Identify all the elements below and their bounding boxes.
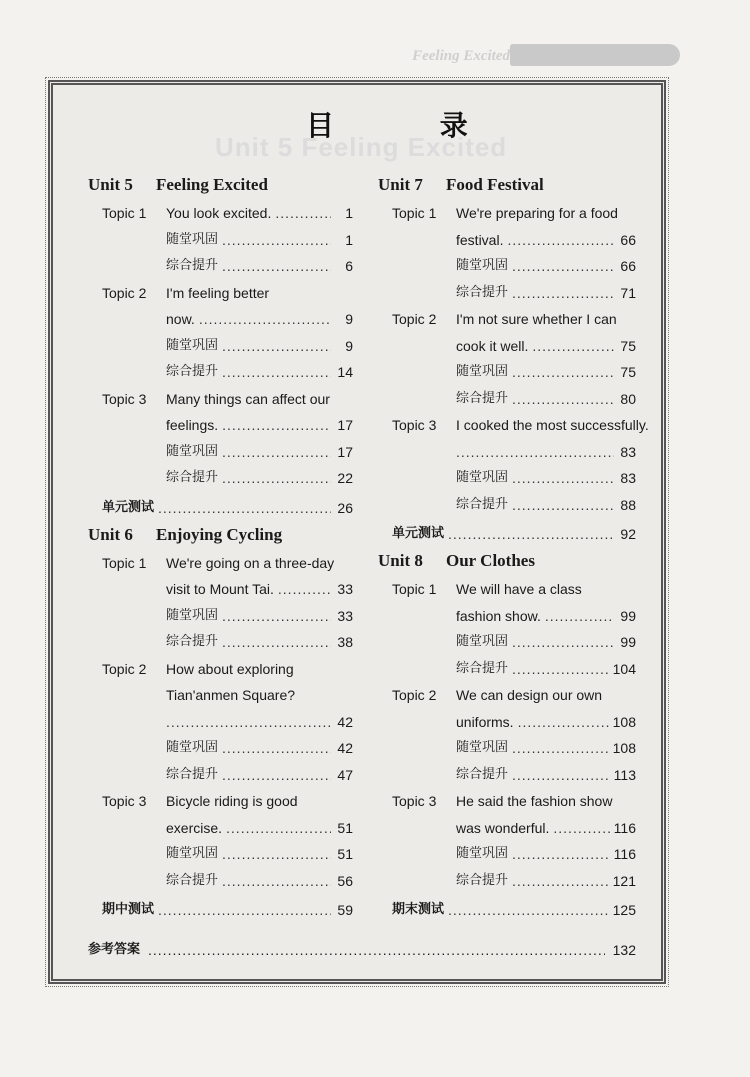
- page-number: 42: [337, 713, 353, 730]
- page-number: 121: [612, 872, 636, 889]
- leader-dots: [158, 494, 331, 522]
- page-number: 113: [613, 766, 636, 783]
- page-number: 125: [612, 902, 636, 918]
- subentry-title: 随堂巩固: [166, 740, 219, 755]
- toc-entry-continued[interactable]: [378, 227, 636, 254]
- leader-dots: [545, 603, 614, 630]
- topic-label: Topic 3: [102, 793, 147, 809]
- topic-title: Tian'anmen Square?: [166, 687, 296, 703]
- page-number: 51: [337, 846, 353, 862]
- page-number: 9: [345, 337, 353, 354]
- subentry-title: 综合提升: [166, 872, 219, 888]
- topic-title: visit to Mount Tai.: [166, 581, 274, 597]
- unit-name: Enjoying Cycling: [156, 524, 283, 544]
- page-number: 83: [620, 470, 636, 486]
- subentry-title: 随堂巩固: [166, 337, 219, 353]
- topic-title: was wonderful.: [456, 819, 550, 836]
- page-number: 17: [337, 443, 353, 460]
- page-title: 目 录: [306, 109, 516, 142]
- toc-entry-continued[interactable]: [378, 815, 636, 842]
- toc-entry-continued[interactable]: [378, 709, 636, 736]
- subentry-title: 综合提升: [166, 258, 219, 273]
- test-title: 期中测试: [102, 902, 155, 917]
- page-number: 132: [612, 942, 636, 958]
- unit-heading-6: [88, 522, 353, 548]
- topic-label: Topic 2: [392, 311, 437, 327]
- leader-dots: [512, 735, 609, 762]
- topic-title: We can design our own: [456, 687, 603, 703]
- test-title: 期末测试: [392, 902, 445, 917]
- toc-entry-continued[interactable]: [88, 576, 353, 603]
- topic-title: cook it well.: [456, 337, 529, 354]
- toc-entry[interactable]: [378, 412, 649, 439]
- topic-title: He said the fashion show: [456, 793, 613, 809]
- toc-entry[interactable]: [378, 200, 636, 227]
- toc-test-entry[interactable]: [378, 520, 636, 548]
- toc-entry-continued[interactable]: [378, 439, 636, 466]
- toc-entry-continued[interactable]: [378, 333, 636, 360]
- toc-subentry[interactable]: [88, 359, 353, 386]
- leader-dots: [222, 841, 331, 868]
- page-number: 99: [620, 634, 636, 650]
- topic-title: uniforms.: [456, 713, 514, 730]
- toc-entry[interactable]: [378, 576, 636, 603]
- subentry-title: 综合提升: [456, 496, 509, 512]
- leader-dots: [226, 815, 331, 842]
- unit-heading-8: [378, 548, 636, 574]
- page-number: 108: [612, 740, 636, 756]
- page-number: 6: [345, 258, 353, 274]
- toc-entry-continued[interactable]: [88, 682, 353, 709]
- page-number: 71: [620, 284, 636, 301]
- unit-number: Unit 6: [88, 524, 133, 544]
- test-title: 单元测试: [102, 499, 155, 515]
- leader-dots: [222, 762, 331, 789]
- leader-dots: [222, 333, 331, 360]
- leader-dots: [222, 359, 331, 386]
- page-number: 47: [337, 766, 353, 783]
- toc-entry-continued[interactable]: [88, 306, 353, 333]
- leader-dots: [222, 629, 331, 656]
- unit-name: Feeling Excited: [156, 175, 268, 194]
- subentry-title: 综合提升: [456, 660, 509, 676]
- page-number: 26: [337, 499, 353, 516]
- topic-label: Topic 3: [392, 417, 437, 433]
- page-number: 88: [620, 496, 636, 513]
- page-number: 75: [620, 337, 636, 354]
- toc-subentry[interactable]: [88, 227, 353, 254]
- page-number: 1: [345, 231, 353, 248]
- page-number: 59: [337, 902, 353, 918]
- page-number: 17: [337, 417, 353, 433]
- toc-entry[interactable]: [88, 280, 353, 307]
- toc-subentry[interactable]: [378, 762, 636, 789]
- leader-dots: [222, 603, 331, 630]
- toc-test-entry[interactable]: [88, 494, 353, 522]
- toc-entry-continued[interactable]: [88, 815, 353, 842]
- toc-entry-continued[interactable]: [88, 709, 353, 736]
- leader-dots: [275, 200, 331, 227]
- topic-title: We're going on a three-day: [166, 554, 335, 571]
- leader-dots: [448, 896, 609, 924]
- page-number: 51: [337, 819, 353, 836]
- topic-title: festival.: [456, 231, 504, 248]
- leader-dots: [222, 868, 331, 895]
- toc-test-entry[interactable]: [88, 896, 353, 924]
- leader-dots: [532, 333, 614, 360]
- unit-number: Unit 7: [378, 175, 423, 194]
- toc-subentry[interactable]: [88, 629, 353, 656]
- page-number: 1: [345, 205, 353, 221]
- unit-heading-7: [378, 172, 636, 198]
- leader-dots: [166, 709, 331, 736]
- toc-left-column: [88, 172, 353, 924]
- subentry-title: 随堂巩固: [166, 231, 219, 247]
- page-number: 99: [620, 607, 636, 624]
- toc-test-entry[interactable]: [378, 896, 636, 924]
- page-number: 80: [620, 390, 636, 407]
- toc-entry[interactable]: [88, 386, 353, 413]
- topic-label: Topic 1: [102, 554, 147, 571]
- topic-label: Topic 2: [392, 687, 437, 703]
- toc-subentry[interactable]: [88, 841, 353, 868]
- leader-dots: [512, 253, 614, 280]
- toc-entry[interactable]: [88, 788, 353, 815]
- topic-title: How about exploring: [166, 660, 294, 677]
- page-number: 83: [620, 443, 636, 460]
- leader-dots: [553, 815, 609, 842]
- leader-dots: [512, 359, 614, 386]
- leader-dots: [512, 492, 614, 519]
- leader-dots: [512, 841, 610, 868]
- page-number: 75: [620, 364, 636, 380]
- unit-heading-5: [88, 172, 353, 198]
- toc-subentry[interactable]: [378, 492, 636, 519]
- toc-subentry[interactable]: [378, 735, 636, 762]
- toc-subentry[interactable]: [378, 386, 636, 413]
- subentry-title: 综合提升: [166, 364, 219, 379]
- page-number: 38: [337, 634, 353, 650]
- toc-subentry[interactable]: [88, 762, 353, 789]
- topic-label: Topic 1: [102, 205, 147, 221]
- test-title: 单元测试: [392, 526, 445, 541]
- toc-entry[interactable]: [378, 788, 636, 815]
- page-number: 9: [345, 311, 353, 327]
- toc-subentry[interactable]: [378, 841, 636, 868]
- subentry-title: 随堂巩固: [456, 470, 509, 485]
- toc-entry[interactable]: [88, 200, 353, 227]
- page-number: 104: [612, 660, 636, 677]
- subentry-title: 综合提升: [166, 470, 219, 485]
- toc-entry-continued[interactable]: [88, 412, 353, 439]
- page-number: 66: [620, 231, 636, 248]
- topic-label: Topic 1: [392, 581, 437, 597]
- answers-title: 参考答案: [88, 942, 141, 957]
- topic-title: We're preparing for a food: [456, 205, 618, 221]
- toc-entry-continued[interactable]: [378, 603, 636, 630]
- subentry-title: 随堂巩固: [166, 846, 219, 861]
- page-number: 56: [337, 872, 353, 889]
- toc-entry[interactable]: [378, 682, 636, 709]
- leader-dots: [222, 439, 331, 466]
- topic-title: feelings.: [166, 417, 219, 433]
- toc-subentry[interactable]: [378, 280, 636, 307]
- leader-dots: [456, 439, 614, 466]
- topic-title: I'm not sure whether I can: [456, 311, 617, 327]
- leader-dots: [512, 629, 614, 656]
- subentry-title: 随堂巩固: [166, 607, 219, 623]
- toc-subentry[interactable]: [88, 735, 353, 762]
- ghost-title: Unit 5 Feeling Excited: [215, 132, 508, 162]
- subentry-title: 随堂巩固: [166, 443, 219, 459]
- leader-dots: [222, 253, 331, 280]
- subentry-title: 随堂巩固: [456, 258, 509, 273]
- page-number: 42: [337, 740, 353, 756]
- leader-dots: [507, 227, 614, 254]
- toc-subentry[interactable]: [88, 465, 353, 492]
- subentry-title: 综合提升: [456, 284, 509, 300]
- toc-subentry[interactable]: [378, 465, 636, 492]
- subentry-title: 综合提升: [456, 766, 509, 782]
- leader-dots: [512, 280, 614, 307]
- unit-name: Food Festival: [446, 175, 544, 194]
- topic-title: We will have a class: [456, 581, 582, 597]
- toc-subentry[interactable]: [378, 656, 636, 683]
- page-number: 92: [620, 526, 636, 542]
- page-number: 108: [612, 713, 636, 730]
- leader-dots: [518, 709, 609, 736]
- toc-subentry[interactable]: [88, 253, 353, 280]
- toc-answers-entry[interactable]: [88, 937, 636, 963]
- page-number: 22: [337, 470, 353, 486]
- toc-subentry[interactable]: [378, 359, 636, 386]
- leader-dots: [222, 735, 331, 762]
- topic-title: You look excited.: [166, 205, 272, 221]
- topic-title: now.: [166, 311, 195, 327]
- subentry-title: 综合提升: [456, 872, 509, 888]
- unit-number: Unit 8: [378, 551, 423, 570]
- page-number: 116: [613, 846, 636, 862]
- subentry-title: 综合提升: [166, 634, 219, 649]
- unit-number: Unit 5: [88, 175, 133, 194]
- header-strip: [0, 42, 750, 70]
- toc-entry[interactable]: [88, 656, 353, 683]
- toc-subentry[interactable]: [378, 253, 636, 280]
- leader-dots: [222, 412, 331, 439]
- toc-entry[interactable]: [88, 550, 353, 577]
- toc-right-column: [378, 172, 649, 924]
- topic-label: Topic 2: [102, 660, 147, 677]
- subentry-title: 随堂巩固: [456, 634, 509, 649]
- topic-label: Topic 3: [392, 793, 437, 809]
- topic-title: Bicycle riding is good: [166, 793, 298, 809]
- toc-subentry[interactable]: [88, 603, 353, 630]
- topic-title: I cooked the most successfully.: [456, 417, 649, 433]
- unit-name: Our Clothes: [446, 551, 535, 570]
- leader-dots: [278, 576, 331, 603]
- leader-dots: [512, 386, 614, 413]
- leader-dots: [512, 656, 609, 683]
- subentry-title: 综合提升: [166, 766, 219, 782]
- leader-dots: [512, 465, 614, 492]
- topic-label: Topic 1: [392, 205, 437, 221]
- running-title: Feeling Excited: [412, 48, 510, 64]
- topic-title: exercise.: [166, 819, 223, 836]
- leader-dots: [222, 227, 331, 254]
- page-number: 33: [337, 581, 353, 597]
- topic-title: I'm feeling better: [166, 284, 270, 301]
- page-number: 66: [620, 258, 636, 274]
- leader-dots: [148, 937, 605, 963]
- topic-label: Topic 2: [102, 284, 147, 301]
- leader-dots: [448, 520, 614, 548]
- header-tab: [510, 44, 680, 66]
- leader-dots: [222, 465, 331, 492]
- leader-dots: [512, 868, 609, 895]
- toc-subentry[interactable]: [88, 439, 353, 466]
- subentry-title: 综合提升: [456, 390, 509, 406]
- page-number: 33: [337, 607, 353, 624]
- leader-dots: [199, 306, 331, 333]
- subentry-title: 随堂巩固: [456, 740, 509, 755]
- topic-label: Topic 3: [102, 390, 147, 407]
- toc-subentry[interactable]: [378, 629, 636, 656]
- topic-title: fashion show.: [456, 607, 541, 624]
- toc-subentry[interactable]: [378, 868, 636, 895]
- leader-dots: [512, 762, 610, 789]
- subentry-title: 随堂巩固: [456, 846, 509, 861]
- toc-subentry[interactable]: [88, 868, 353, 895]
- page-number: 116: [613, 819, 636, 836]
- toc-entry[interactable]: [378, 306, 636, 333]
- toc-subentry[interactable]: [88, 333, 353, 360]
- leader-dots: [158, 896, 331, 924]
- page-number: 14: [337, 364, 353, 380]
- subentry-title: 随堂巩固: [456, 364, 509, 379]
- topic-title: Many things can affect our: [166, 390, 330, 407]
